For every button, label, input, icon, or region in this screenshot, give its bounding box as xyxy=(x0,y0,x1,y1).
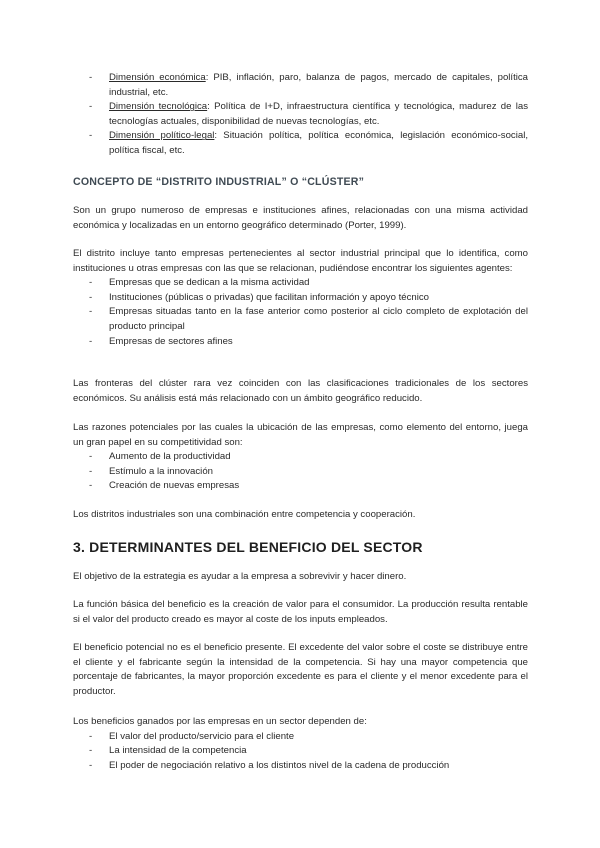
paragraph: Las fronteras del clúster rara vez coinciden con las clasificaciones tradicionales de los sectores económicos. Su análisis está más relacionado con un ámbito geográfico reducido. xyxy=(73,378,528,404)
dimension-label: Dimensión económica xyxy=(109,72,206,83)
paragraph: El objetivo de la estrategia es ayudar a la empresa a sobrevivir y hacer dinero. xyxy=(73,571,407,582)
list-item: - Creación de nuevas empresas xyxy=(73,479,528,494)
list-item: - Empresas de sectores afines xyxy=(73,335,528,350)
section3-para-4-block xyxy=(73,715,528,773)
cluster-para-5 xyxy=(73,508,528,523)
cluster-para-4-block xyxy=(73,421,528,494)
cluster-para-3 xyxy=(73,377,528,406)
cluster-para-2-block xyxy=(73,247,528,349)
list-item: - El valor del producto/servicio para el cliente xyxy=(73,730,528,745)
paragraph: Son un grupo numeroso de empresas e instituciones afines, relacionadas con una misma actividad económica y localizadas en un entorno geográfico determinado (Porter, 1999). xyxy=(73,205,528,231)
section3-para-3 xyxy=(73,641,528,699)
dimension-label: Dimensión tecnológica xyxy=(109,101,208,113)
list-item xyxy=(73,71,528,100)
dimension-text: : Situación política, política económica, legislación económico-social, política fiscal, etc. xyxy=(109,130,528,156)
dimension-list xyxy=(73,71,528,159)
dimension-label: Dimensión político-legal xyxy=(109,130,215,142)
list-item: - Empresas que se dedican a la misma actividad xyxy=(73,276,528,291)
dimension-text: : PIB, inflación, paro, balanza de pagos, mercado de capitales, política industrial, etc. xyxy=(109,72,529,98)
list-item: - El poder de negociación relativo a los distintos nivel de la cadena de producción xyxy=(73,759,528,774)
paragraph: La función básica del beneficio es la creación de valor para el consumidor. La producción resulta rentable si el valor del producto creado es mayor al coste de los inputs empleados. xyxy=(73,599,528,625)
dimension-text: : Política de I+D, infraestructura científica y tecnológica, madurez de las tecnologías actuales, disponibilidad de nuevas tecnologías, etc. xyxy=(109,101,528,127)
section3-para-1 xyxy=(73,570,528,585)
paragraph: Los beneficios ganados por las empresas en un sector dependen de: xyxy=(73,716,367,727)
list-item: - Aumento de la productividad xyxy=(73,450,528,465)
paragraph: Los distritos industriales son una combinación entre competencia y cooperación. xyxy=(73,509,416,520)
list-item xyxy=(73,100,528,129)
factors-list xyxy=(73,730,528,774)
paragraph: El distrito incluye tanto empresas pertenecientes al sector industrial principal que lo identifica, como instituciones u otras empresas con las que se relacionan, pudiéndose encontrar los siguientes agentes: xyxy=(73,248,528,274)
list-item: - Empresas situadas tanto en la fase anterior como posterior al ciclo completo de explotación del producto principal xyxy=(73,305,528,334)
agents-list xyxy=(73,276,528,349)
paragraph: Las razones potenciales por las cuales la ubicación de las empresas, como elemento del entorno, juega un gran papel en su competitividad son: xyxy=(73,422,528,448)
reasons-list xyxy=(73,450,528,494)
list-item xyxy=(73,129,528,158)
list-item: - Instituciones (públicas o privadas) que facilitan información y apoyo técnico xyxy=(73,291,528,306)
section3-para-2 xyxy=(73,598,528,627)
paragraph: El beneficio potencial no es el beneficio presente. El excedente del valor sobre el coste se distribuye entre el cliente y el fabricante según la intensidad de la competencia. Si hay una mayor competencia que porcentaje de fabricantes, la mayor proporción excedente es para el cliente y el menor excedente para el productor. xyxy=(73,642,528,697)
cluster-para-1 xyxy=(73,204,528,233)
cluster-heading: CONCEPTO DE “DISTRITO INDUSTRIAL” O “CLÚSTER” xyxy=(73,176,365,188)
list-item: - Estímulo a la innovación xyxy=(73,465,528,480)
section-3-heading: 3. DETERMINANTES DEL BENEFICIO DEL SECTOR xyxy=(73,539,423,555)
list-item: - La intensidad de la competencia xyxy=(73,744,528,759)
